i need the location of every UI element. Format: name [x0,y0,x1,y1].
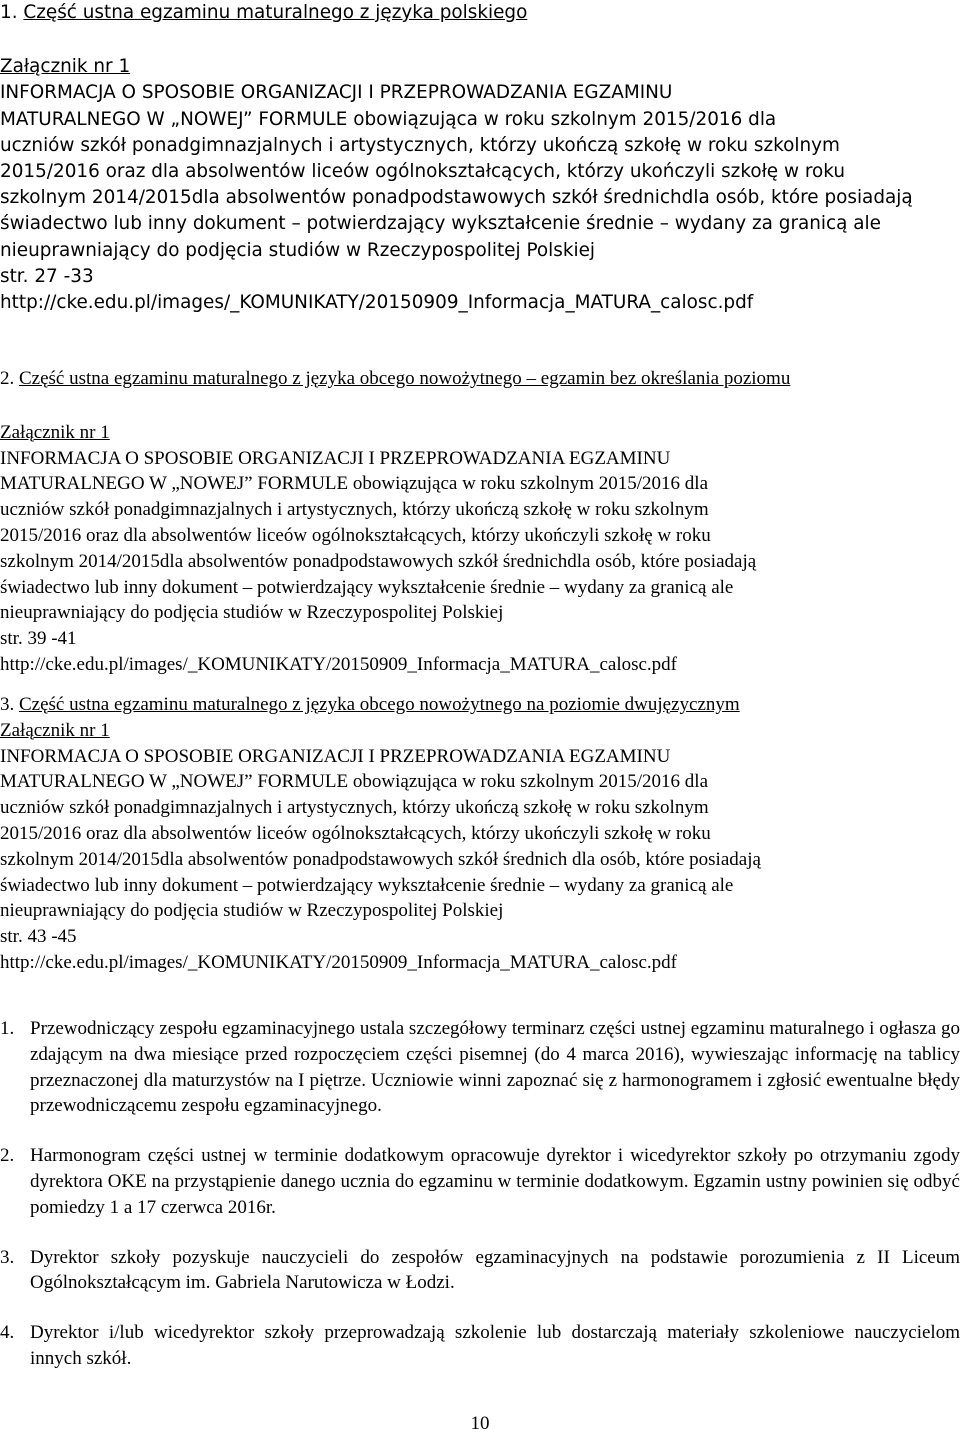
section-2-line: szkolnym 2014/2015dla absolwentów ponadpodstawowych szkół średnichdla osób, które posiadają [0,550,757,572]
section-1-line: MATURALNEGO W „NOWEJ” FORMULE obowiązująca w roku szkolnym 2015/2016 dla [0,108,777,130]
section-2-link[interactable]: http://cke.edu.pl/images/_KOMUNIKATY/20150909_Informacja_MATURA_calosc.pdf [0,653,678,675]
list-item [0,1016,960,1119]
spacer [0,392,960,420]
section-3-pages: str. 43 -45 [0,926,77,948]
list-item-number: 3. [0,1246,15,1268]
list-item-number: 4. [0,1322,15,1344]
section-1-heading [0,0,960,26]
list-item-number: 2. [0,1145,15,1167]
section-1-line: INFORMACJA O SPOSOBIE ORGANIZACJI I PRZEPROWADZANIA EGZAMINU [0,82,673,104]
section-1-title[interactable]: Część ustna egzaminu maturalnego z języka polskiego [23,2,528,23]
section-3-line: nieuprawniający do podjęcia studiów w Rzeczypospolitej Polskiej [0,900,504,922]
section-1-line: świadectwo lub inny dokument – potwierdzający wykształcenie średnie – wydany za granicą ale [0,213,881,235]
section-2-number: 2. [0,368,15,389]
section-2-pages: str. 39 -41 [0,628,77,650]
spacer [0,26,960,54]
section-1-line: nieuprawniający do podjęcia studiów w Rzeczypospolitej Polskiej [0,239,596,261]
page-number: 10 [470,1413,490,1434]
list-item-text: Dyrektor szkoły pozyskuje nauczycieli do zespołów egzaminacyjnych na podstawie porozumienia z II Liceum Ogólnokształcącym im. Gabriela Narutowicza w Łodzi. [30,1246,960,1294]
section-3-line: uczniów szkół ponadgimnazjalnych i artystycznych, którzy ukończą szkołę w roku szkolnym [0,797,709,819]
section-2-line: INFORMACJA O SPOSOBIE ORGANIZACJI I PRZEPROWADZANIA EGZAMINU [0,447,671,469]
section-1 [0,0,960,316]
section-3-link[interactable]: http://cke.edu.pl/images/_KOMUNIKATY/20150909_Informacja_MATURA_calosc.pdf [0,951,678,973]
section-1-attachment[interactable]: Załącznik nr 1 [0,56,131,78]
section-3-line: świadectwo lub inny dokument – potwierdzający wykształcenie średnie – wydany za granicą ale [0,874,734,896]
section-3-title[interactable]: Część ustna egzaminu maturalnego z języka obcego nowożytnego na poziomie dwujęzycznym [19,694,740,715]
numbered-list [0,1016,960,1396]
section-1-line: 2015/2016 oraz dla absolwentów liceów ogólnokształcących, którzy ukończyli szkołę w roku [0,161,846,183]
list-item [0,1245,960,1297]
section-1-number: 1. [0,2,18,23]
section-2-attachment[interactable]: Załącznik nr 1 [0,421,110,443]
section-2-line: nieuprawniający do podjęcia studiów w Rzeczypospolitej Polskiej [0,602,504,624]
list-item-text: Dyrektor i/lub wicedyrektor szkoły przeprowadzają szkolenie lub dostarczają materiały szkoleniowe nauczycielom innych szkół. [30,1322,960,1369]
section-3-number: 3. [0,694,15,715]
list-item-text: Harmonogram części ustnej w terminie dodatkowym opracowuje dyrektor i wicedyrektor szkoły po otrzymaniu zgody dyrektora OKE na przystąpienie danego ucznia do egzaminu w terminie dodatkowym. Egzamin ustny powinien się odbyć pomiedzy 1 a 17 czerwca 2016r. [30,1145,960,1218]
section-3-line: szkolnym 2014/2015dla absolwentów ponadpodstawowych szkół średnich dla osób, które posiadają [0,848,761,870]
section-3 [0,692,960,976]
section-3-line: INFORMACJA O SPOSOBIE ORGANIZACJI I PRZEPROWADZANIA EGZAMINU [0,745,671,767]
section-3-line: MATURALNEGO W „NOWEJ” FORMULE obowiązująca w roku szkolnym 2015/2016 dla [0,771,709,793]
section-3-attachment[interactable]: Załącznik nr 1 [0,719,110,741]
list-item [0,1143,960,1220]
section-3-heading [0,692,960,718]
section-1-line: uczniów szkół ponadgimnazjalnych i artystycznych, którzy ukończą szkołę w roku szkolnym [0,134,840,156]
section-1-link[interactable]: http://cke.edu.pl/images/_KOMUNIKATY/20150909_Informacja_MATURA_calosc.pdf [0,292,754,314]
section-2-line: MATURALNEGO W „NOWEJ” FORMULE obowiązująca w roku szkolnym 2015/2016 dla [0,473,709,495]
section-2 [0,366,960,678]
section-2-line: uczniów szkół ponadgimnazjalnych i artystycznych, którzy ukończą szkołę w roku szkolnym [0,499,709,521]
section-3-line: 2015/2016 oraz dla absolwentów liceów ogólnokształcących, którzy ukończyli szkołę w roku [0,822,711,844]
section-2-title[interactable]: Część ustna egzaminu maturalnego z języka obcego nowożytnego – egzamin bez określania poziomu [19,368,791,389]
list-item-text: Przewodniczący zespołu egzaminacyjnego ustala szczegółowy terminarz części ustnej egzaminu maturalnego i ogłasza go zdającym na dwa miesiące przed rozpoczęciem części pisemnej (do 4 marca 2016), wywieszając informację na tablicy przeznaczonej dla maturzystów na I piętrze. Uczniowie winni zapoznać się z harmonogramem i zgłosić ewentualne błędy przewodniczącemu zespołu egzaminacyjnego. [30,1018,960,1117]
section-2-line: 2015/2016 oraz dla absolwentów liceów ogólnokształcących, którzy ukończyli szkołę w roku [0,524,711,546]
section-1-pages: str. 27 -33 [0,265,94,287]
section-2-line: świadectwo lub inny dokument – potwierdzający wykształcenie średnie – wydany za granicą ale [0,576,734,598]
section-1-line: szkolnym 2014/2015dla absolwentów ponadpodstawowych szkół średnichdla osób, które posiadają [0,187,913,209]
list-item [0,1320,960,1372]
section-2-heading [0,366,960,392]
list-item-number: 1. [0,1018,15,1039]
